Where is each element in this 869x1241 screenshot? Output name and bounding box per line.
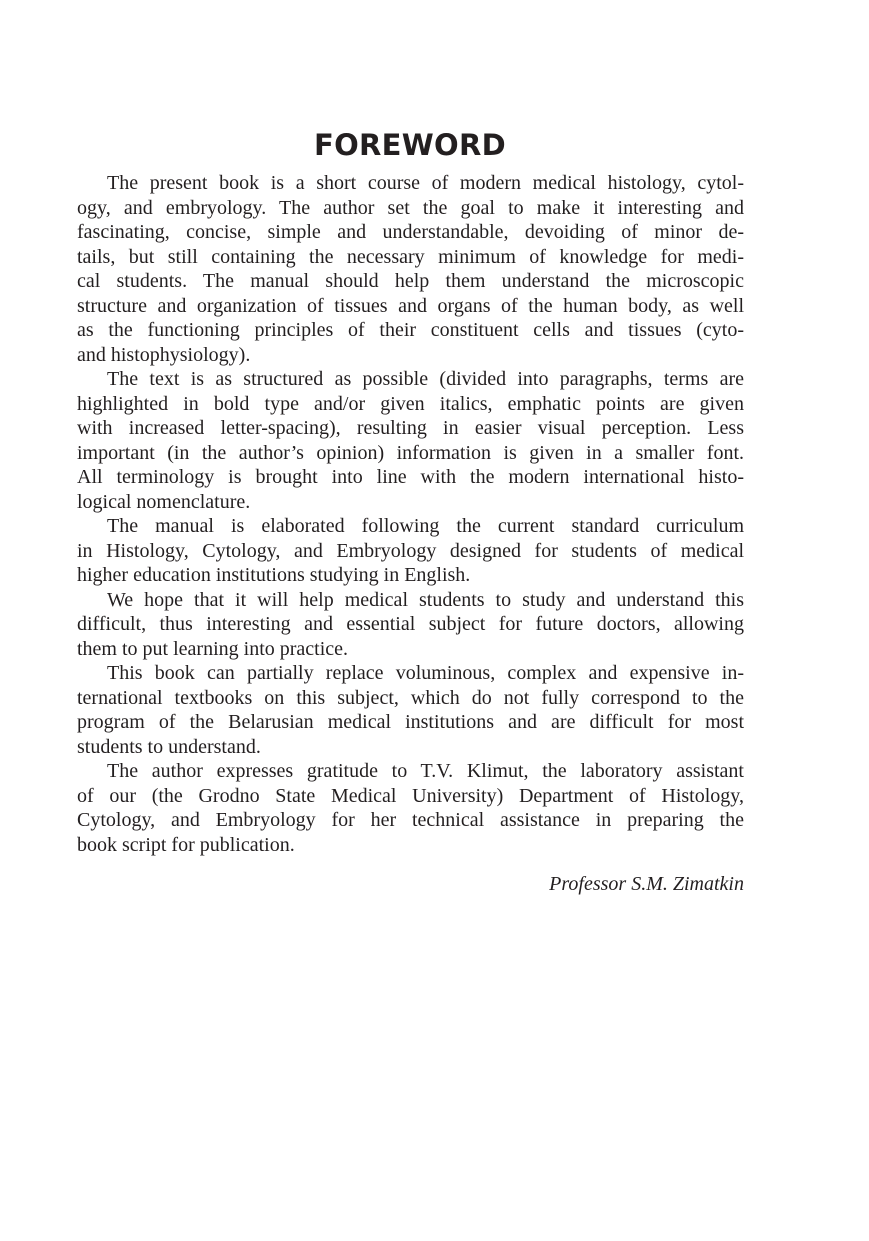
text-line: ternational textbooks on this subject, which do not fully correspond to the — [77, 686, 744, 709]
text-line: All terminology is brought into line with the modern international histo- — [77, 466, 744, 488]
text-line: tails, but still containing the necessary minimum of knowledge for medi- — [77, 245, 744, 268]
text-line: higher education institutions studying in English. — [77, 564, 471, 586]
paragraph-replacement — [77, 661, 744, 759]
paragraph-gratitude — [77, 759, 744, 857]
text-line: cal students. The manual should help them understand the microscopic — [77, 270, 744, 292]
text-line: We hope that it will help medical students to study and understand this — [107, 588, 744, 611]
text-line: with increased letter-spacing), resulting in easier visual perception. Less — [77, 417, 744, 439]
paragraph-hope — [77, 588, 744, 662]
text-line: fascinating, concise, simple and understandable, devoiding of minor de- — [77, 221, 744, 243]
text-line: difficult, thus interesting and essential subject for future doctors, allowing — [77, 613, 744, 635]
text-line: The present book is a short course of modern medical histology, cytol- — [107, 172, 744, 194]
text-line: in Histology, Cytology, and Embryology designed for students of medical — [77, 539, 744, 562]
text-line: book script for publication. — [77, 833, 295, 856]
text-line: This book can partially replace voluminous, complex and expensive in- — [107, 662, 744, 684]
text-line: logical nomenclature. — [77, 490, 251, 513]
text-line: ogy, and embryology. The author set the goal to make it interesting and — [77, 196, 744, 219]
text-line: students to understand. — [77, 735, 261, 758]
foreword-body — [77, 171, 744, 857]
text-line: program of the Belarusian medical institutions and are difficult for most — [77, 711, 744, 733]
text-line: structure and organization of tissues and organs of the human body, as well — [77, 294, 744, 317]
page-title: FOREWORD — [313, 128, 507, 163]
text-line: important (in the author’s opinion) information is given in a smaller font. — [77, 441, 744, 464]
text-line: as the functioning principles of their constituent cells and tissues (cyto- — [77, 319, 744, 341]
text-line: The manual is elaborated following the current standard curriculum — [107, 515, 744, 537]
text-line: of our (the Grodno State Medical University) Department of Histology, — [77, 784, 744, 807]
text-line: highlighted in bold type and/or given italics, emphatic points are given — [77, 392, 744, 415]
text-line: them to put learning into practice. — [77, 637, 349, 660]
paragraph-curriculum — [77, 514, 744, 588]
paragraph-intro — [77, 171, 744, 367]
text-line: The text is as structured as possible (divided into paragraphs, terms are — [107, 368, 744, 390]
text-line: Cytology, and Embryology for her technical assistance in preparing the — [77, 809, 744, 831]
text-line: and histophysiology). — [77, 343, 251, 366]
author-signature: Professor S.M. Zimatkin — [549, 873, 744, 895]
paragraph-structure — [77, 367, 744, 514]
text-line: The author expresses gratitude to T.V. Klimut, the laboratory assistant — [107, 760, 744, 782]
